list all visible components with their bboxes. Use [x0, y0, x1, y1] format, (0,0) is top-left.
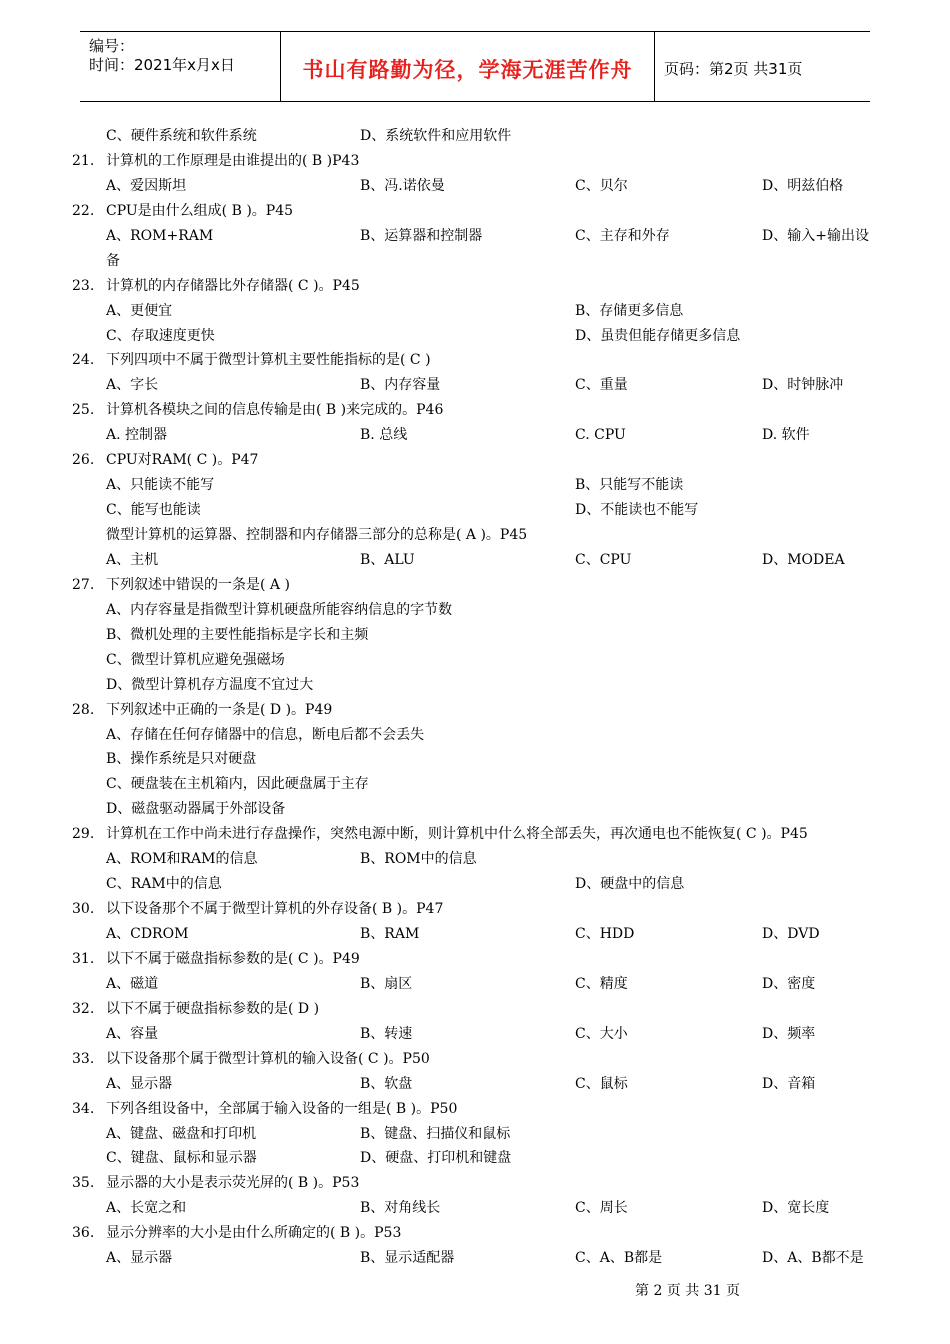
- question-number: 23.: [72, 277, 95, 294]
- option-col-d: D、频率: [762, 1025, 816, 1042]
- question-line: [0, 523, 950, 548]
- option-col-d: D、明兹伯格: [762, 177, 844, 194]
- option-col-d: D、输入+输出设: [762, 227, 869, 244]
- question-line: [0, 398, 950, 423]
- line-text: A、主机: [106, 551, 159, 568]
- line-text: A、内存容量是指微型计算机硬盘所能容纳信息的字节数: [106, 601, 453, 618]
- option-col-c: C、CPU: [575, 551, 632, 568]
- question-number: 33.: [72, 1050, 95, 1067]
- option-col-c: C、主存和外存: [575, 227, 670, 244]
- line-text: 以下不属于磁盘指标参数的是( C )。P49: [106, 950, 360, 967]
- question-line: [0, 1246, 950, 1271]
- line-text: C、键盘、鼠标和显示器: [106, 1150, 257, 1167]
- question-line: [0, 498, 950, 523]
- line-text: 以下设备那个不属于微型计算机的外存设备( B )。P47: [106, 901, 444, 918]
- option-col-c: C、A、B都是: [575, 1250, 663, 1267]
- line-text: D、磁盘驱动器属于外部设备: [106, 801, 286, 818]
- line-text: A. 控制器: [106, 427, 168, 444]
- question-line: [0, 174, 950, 199]
- question-number: 31.: [72, 950, 95, 967]
- option-col-c: D、不能读也不能写: [575, 502, 699, 519]
- option-col-b: B、内存容量: [360, 377, 441, 394]
- question-line: [0, 299, 950, 324]
- question-line: [0, 249, 950, 274]
- question-line: [0, 1097, 950, 1122]
- line-text: C、微型计算机应避免强磁场: [106, 651, 285, 668]
- question-line: [0, 598, 950, 623]
- option-col-c: C、HDD: [575, 926, 635, 942]
- question-number: 27.: [72, 576, 95, 593]
- line-text: 下列各组设备中，全部属于输入设备的一组是( B )。P50: [106, 1100, 458, 1117]
- option-col-b: B. 总线: [360, 427, 408, 444]
- option-col-b: B、对角线长: [360, 1200, 441, 1217]
- line-text: 下列叙述中错误的一条是( A ): [106, 576, 290, 593]
- option-col-c: C、周长: [575, 1200, 628, 1217]
- option-col-c: C、精度: [575, 975, 628, 992]
- option-col-c: B、只能写不能读: [575, 477, 684, 494]
- question-number: 35.: [72, 1175, 95, 1192]
- motto-text: 书山有路勤为径，学海无涯苦作舟: [302, 58, 633, 82]
- option-col-c: D、虽贵但能存储更多信息: [575, 327, 741, 344]
- line-text: A、存储在任何存储器中的信息，断电后都不会丢失: [106, 726, 425, 743]
- question-line: [0, 648, 950, 673]
- line-text: 以下不属于硬盘指标参数的是( D ): [106, 1000, 320, 1017]
- header-left-cell: [80, 32, 281, 101]
- line-text: 备: [106, 252, 120, 269]
- option-col-b: B、扇区: [360, 975, 413, 992]
- option-col-b: B、转速: [360, 1025, 413, 1042]
- question-line: [0, 1072, 950, 1097]
- question-line: [0, 822, 950, 847]
- option-col-b: B、键盘、扫描仪和鼠标: [360, 1125, 511, 1142]
- question-line: [0, 423, 950, 448]
- option-col-b: B、运算器和控制器: [360, 227, 483, 244]
- line-text: A、ROM+RAM: [106, 227, 214, 244]
- question-number: 25.: [72, 402, 95, 419]
- question-line: [0, 274, 950, 299]
- option-col-d: D、MODEA: [762, 551, 845, 568]
- option-col-c: D、硬盘中的信息: [575, 876, 685, 893]
- question-number: 32.: [72, 1000, 95, 1017]
- question-number: 21.: [72, 152, 95, 169]
- line-text: 显示器的大小是表示荧光屏的( B )。P53: [106, 1175, 360, 1192]
- header-motto-cell: [281, 32, 655, 101]
- option-col-b: B、显示适配器: [360, 1250, 455, 1267]
- question-line: [0, 124, 950, 149]
- option-col-d: D. 软件: [762, 427, 810, 444]
- question-number: 36.: [72, 1225, 95, 1242]
- question-line: [0, 623, 950, 648]
- option-col-b: B、软盘: [360, 1075, 413, 1092]
- question-line: [0, 847, 950, 872]
- question-line: [0, 199, 950, 224]
- question-line: [0, 1022, 950, 1047]
- line-text: 显示分辨率的大小是由什么所确定的( B )。P53: [106, 1225, 402, 1242]
- option-col-d: D、时钟脉冲: [762, 377, 844, 394]
- question-line: [0, 224, 950, 249]
- line-text: A、键盘、磁盘和打印机: [106, 1125, 257, 1142]
- option-col-c: C. CPU: [575, 427, 626, 444]
- option-col-b: B、冯.诺依曼: [360, 177, 445, 194]
- option-col-c: C、鼠标: [575, 1075, 628, 1092]
- line-text: C、RAM中的信息: [106, 876, 222, 893]
- question-line: [0, 149, 950, 174]
- option-col-c: C、贝尔: [575, 177, 628, 194]
- time-label: 时间：2021年x月x日: [89, 56, 235, 74]
- question-line: [0, 897, 950, 922]
- question-line: [0, 324, 950, 349]
- question-line: [0, 747, 950, 772]
- line-text: A、只能读不能写: [106, 477, 215, 494]
- line-text: A、磁道: [106, 975, 159, 992]
- line-text: C、硬件系统和软件系统: [106, 128, 257, 144]
- question-line: [0, 1047, 950, 1072]
- question-line: [0, 448, 950, 473]
- question-line: [0, 972, 950, 997]
- line-text: A、容量: [106, 1025, 159, 1042]
- line-text: A、字长: [106, 377, 159, 394]
- question-line: [0, 922, 950, 947]
- line-text: CPU对RAM( C )。P47: [106, 452, 259, 469]
- question-line: [0, 1146, 950, 1171]
- question-line: [0, 373, 950, 398]
- line-text: C、能写也能读: [106, 502, 201, 519]
- option-col-b: D、系统软件和应用软件: [360, 128, 512, 144]
- line-text: C、硬盘装在主机箱内，因此硬盘属于主存: [106, 776, 369, 793]
- number-label: 编号：: [89, 37, 135, 55]
- question-number: 28.: [72, 701, 95, 718]
- question-line: [0, 1122, 950, 1147]
- option-col-d: D、音箱: [762, 1075, 816, 1092]
- line-text: C、存取速度更快: [106, 327, 215, 344]
- question-line: [0, 548, 950, 573]
- question-line: [0, 947, 950, 972]
- question-line: [0, 797, 950, 822]
- question-number: 34.: [72, 1100, 95, 1117]
- question-line: [0, 872, 950, 897]
- option-col-d: D、宽长度: [762, 1200, 830, 1217]
- line-text: A、CDROM: [106, 926, 189, 942]
- header-page-cell: [655, 32, 870, 101]
- page-header: [80, 31, 870, 102]
- question-line: [0, 1221, 950, 1246]
- question-line: [0, 698, 950, 723]
- line-text: CPU是由什么组成( B )。P45: [106, 202, 294, 219]
- question-line: [0, 1171, 950, 1196]
- question-line: [0, 997, 950, 1022]
- line-text: 计算机在工作中尚未进行存盘操作，突然电源中断，则计算机中什么将全部丢失，再次通电也不能恢复( C )。P45: [106, 826, 808, 843]
- question-line: [0, 473, 950, 498]
- question-number: 24.: [72, 352, 95, 369]
- option-col-d: D、密度: [762, 975, 816, 992]
- line-text: 下列叙述中正确的一条是( D )。P49: [106, 701, 333, 718]
- question-line: [0, 772, 950, 797]
- option-col-d: D、DVD: [762, 926, 820, 942]
- line-text: A、爱因斯坦: [106, 177, 187, 194]
- line-text: 计算机各模块之间的信息传输是由( B )来完成的。P46: [106, 402, 444, 419]
- line-text: B、操作系统是只对硬盘: [106, 751, 257, 768]
- line-text: A、显示器: [106, 1075, 173, 1092]
- line-text: 计算机的工作原理是由谁提出的( B )P43: [106, 152, 360, 169]
- question-line: [0, 1196, 950, 1221]
- option-col-d: D、A、B都不是: [762, 1250, 864, 1267]
- page-footer: 第 2 页 共 31 页: [635, 1283, 740, 1299]
- line-text: D、微型计算机存方温度不宜过大: [106, 676, 314, 693]
- line-text: 微型计算机的运算器、控制器和内存储器三部分的总称是( A )。P45: [106, 527, 528, 543]
- line-text: B、微机处理的主要性能指标是字长和主频: [106, 626, 369, 643]
- question-list: [0, 124, 950, 1271]
- option-col-b: B、ALU: [360, 551, 415, 568]
- option-col-c: C、大小: [575, 1025, 628, 1042]
- question-number: 26.: [72, 452, 95, 469]
- question-number: 29.: [72, 826, 95, 843]
- question-line: [0, 348, 950, 373]
- page-info: 页码：第2页 共31页: [664, 60, 803, 78]
- line-text: A、长宽之和: [106, 1200, 187, 1217]
- line-text: A、更便宜: [106, 302, 173, 319]
- question-line: [0, 573, 950, 598]
- option-col-b: D、硬盘、打印机和键盘: [360, 1150, 512, 1167]
- line-text: 计算机的内存储器比外存储器( C )。P45: [106, 277, 360, 294]
- line-text: 下列四项中不属于微型计算机主要性能指标的是( C ): [106, 352, 431, 369]
- question-line: [0, 723, 950, 748]
- line-text: A、显示器: [106, 1250, 173, 1267]
- question-line: [0, 673, 950, 698]
- question-number: 30.: [72, 901, 95, 918]
- option-col-c: B、存储更多信息: [575, 302, 684, 319]
- option-col-b: B、RAM: [360, 926, 420, 942]
- line-text: 以下设备那个属于微型计算机的输入设备( C )。P50: [106, 1050, 430, 1067]
- question-number: 22.: [72, 202, 95, 219]
- option-col-c: C、重量: [575, 377, 628, 394]
- option-col-b: B、ROM中的信息: [360, 851, 477, 868]
- line-text: A、ROM和RAM的信息: [106, 851, 258, 868]
